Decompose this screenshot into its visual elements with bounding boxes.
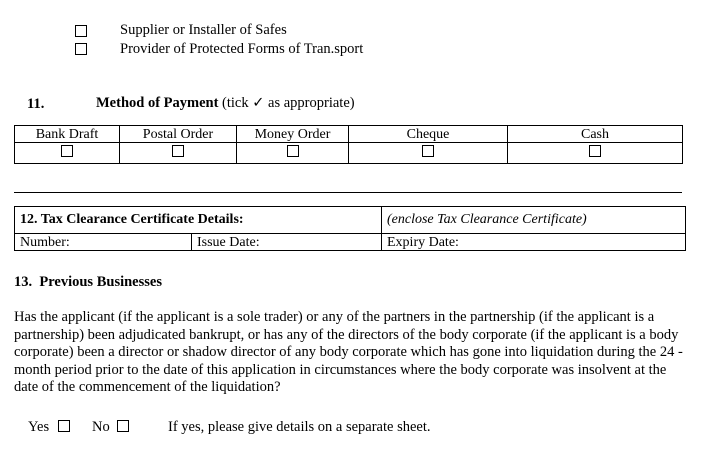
cash-checkbox[interactable] [589, 145, 601, 157]
payment-header-money-order: Money Order [237, 126, 349, 143]
payment-cell-postal-order [120, 143, 237, 164]
tax-clearance-title: 12. Tax Clearance Certificate Details: [15, 207, 382, 234]
payment-header-postal-order: Postal Order [120, 126, 237, 143]
section-11-heading [96, 95, 355, 112]
no-checkbox[interactable] [117, 420, 129, 432]
no-label: No [92, 419, 110, 435]
tax-clearance-note: (enclose Tax Clearance Certificate) [382, 207, 686, 234]
yes-label: Yes [28, 419, 50, 435]
payment-header-bank-draft: Bank Draft [15, 126, 120, 143]
previous-businesses-question: Has the applicant (if the applicant is a sole trader) or any of the partners in the partnership (if the applicant is a partnership) been adjudicated bankrupt, or has any of the directors of the body corporate (if the applicant is a body corporate) been a director or shadow director of any body corporate which has gone into liquidation during the 24 - month period prior to the date of this application in circumstances where the body corporate was insolvent at the date of the commencement of the liquidation? [14, 309, 683, 395]
section-13-title: 13. Previous Businesses [14, 274, 162, 290]
section-11-number: 11. [27, 96, 45, 112]
payment-method-table [14, 125, 683, 164]
bank-draft-checkbox[interactable] [61, 145, 73, 157]
section-11-note-suffix: as appropriate) [264, 95, 355, 111]
cheque-checkbox[interactable] [422, 145, 434, 157]
yes-checkbox[interactable] [58, 420, 70, 432]
supplier-installer-safes-checkbox[interactable] [75, 25, 87, 37]
section-11-note-prefix: (tick [222, 95, 253, 111]
tax-number-field[interactable]: Number: [15, 234, 192, 251]
protected-transport-label: Provider of Protected Forms of Tran.sport [120, 41, 364, 57]
postal-order-checkbox[interactable] [172, 145, 184, 157]
checkmark-icon: ✓ [252, 95, 265, 111]
payment-cell-cash [508, 143, 683, 164]
protected-transport-checkbox[interactable] [75, 43, 87, 55]
payment-header-cheque: Cheque [349, 126, 508, 143]
payment-cell-money-order [237, 143, 349, 164]
supplier-installer-safes-label: Supplier or Installer of Safes [120, 22, 287, 38]
tax-clearance-table [14, 206, 686, 251]
section-11-title: Method of Payment [96, 95, 219, 111]
tax-expiry-date-field[interactable]: Expiry Date: [382, 234, 686, 251]
section-divider [14, 192, 682, 193]
payment-header-cash: Cash [508, 126, 683, 143]
payment-cell-bank-draft [15, 143, 120, 164]
tax-issue-date-field[interactable]: Issue Date: [192, 234, 382, 251]
money-order-checkbox[interactable] [287, 145, 299, 157]
payment-cell-cheque [349, 143, 508, 164]
yes-instruction: If yes, please give details on a separate sheet. [168, 419, 431, 435]
